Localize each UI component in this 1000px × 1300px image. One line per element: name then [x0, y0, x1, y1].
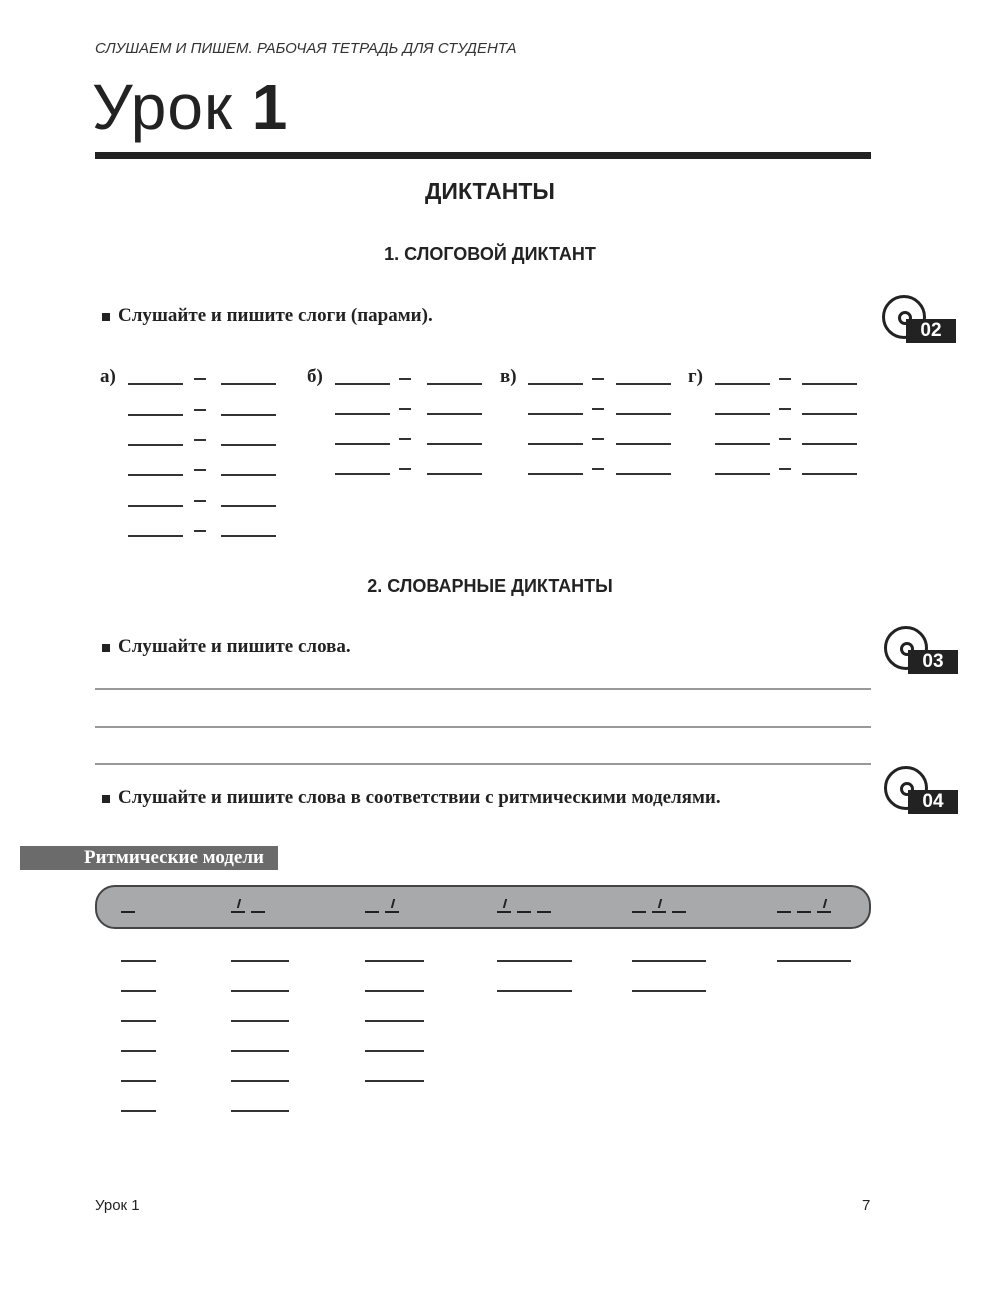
part2-task2: [102, 787, 721, 809]
column-label: а): [100, 366, 116, 387]
syllable-mark: [537, 911, 551, 913]
answer-blank[interactable]: [121, 960, 156, 962]
syllable-blank[interactable]: [528, 443, 583, 445]
rhythm-model-4: [497, 897, 572, 917]
answer-blank[interactable]: [121, 1110, 156, 1112]
syllable-mark: [385, 911, 399, 913]
answer-blank[interactable]: [365, 1080, 424, 1082]
dash: [194, 530, 206, 532]
syllable-blank[interactable]: [335, 473, 390, 475]
syllable-blank[interactable]: [802, 383, 857, 385]
track-number: 02: [906, 319, 956, 343]
syllable-blank[interactable]: [715, 473, 770, 475]
answer-blank[interactable]: [231, 960, 289, 962]
syllable-blank[interactable]: [221, 535, 276, 537]
answer-blank[interactable]: [121, 1050, 156, 1052]
dash: [399, 378, 411, 380]
audio-track-04[interactable]: [880, 766, 960, 822]
rhythm-models-label: Ритмические модели: [20, 846, 278, 870]
syllable-blank[interactable]: [427, 473, 482, 475]
syllable-blank[interactable]: [128, 505, 183, 507]
stress-mark: [237, 899, 241, 908]
syllable-blank[interactable]: [128, 383, 183, 385]
syllable-blank[interactable]: [528, 473, 583, 475]
answer-blank[interactable]: [365, 960, 424, 962]
track-number: 04: [908, 790, 958, 814]
syllable-blank[interactable]: [221, 474, 276, 476]
rhythm-model-2: [231, 897, 289, 917]
track-number: 03: [908, 650, 958, 674]
bullet-icon: [102, 313, 110, 321]
stress-mark: [658, 899, 662, 908]
answer-blank[interactable]: [632, 990, 706, 992]
dash: [194, 469, 206, 471]
dash: [779, 408, 791, 410]
answer-blank[interactable]: [365, 990, 424, 992]
lesson-title: [92, 70, 288, 144]
syllable-blank[interactable]: [128, 474, 183, 476]
answer-blank[interactable]: [121, 1080, 156, 1082]
syllable-blank[interactable]: [802, 473, 857, 475]
column-label: г): [688, 366, 703, 387]
syllable-mark: [817, 911, 831, 913]
write-line[interactable]: [95, 763, 871, 765]
answer-blank[interactable]: [231, 990, 289, 992]
answer-blank[interactable]: [632, 960, 706, 962]
dash: [399, 468, 411, 470]
answer-blank[interactable]: [777, 960, 851, 962]
task-text: Слушайте и пишите слова в соответствии с ритмическими моделями.: [118, 787, 721, 808]
audio-track-02[interactable]: [878, 295, 958, 351]
dash: [194, 378, 206, 380]
syllable-blank[interactable]: [128, 414, 183, 416]
syllable-blank[interactable]: [715, 443, 770, 445]
answer-blank[interactable]: [497, 990, 572, 992]
syllable-blank[interactable]: [715, 383, 770, 385]
syllable-blank[interactable]: [802, 413, 857, 415]
syllable-mark: [777, 911, 791, 913]
rhythm-model-3: [365, 897, 424, 917]
dash: [779, 438, 791, 440]
answer-blank[interactable]: [231, 1080, 289, 1082]
rhythm-model-6: [777, 897, 851, 917]
answer-blank[interactable]: [231, 1050, 289, 1052]
syllable-mark: [797, 911, 811, 913]
syllable-mark: [652, 911, 666, 913]
syllable-mark: [672, 911, 686, 913]
write-line[interactable]: [95, 688, 871, 690]
bullet-icon: [102, 644, 110, 652]
syllable-blank[interactable]: [616, 413, 671, 415]
syllable-blank[interactable]: [128, 535, 183, 537]
answer-blank[interactable]: [365, 1020, 424, 1022]
task-text: Слушайте и пишите слоги (парами).: [118, 305, 433, 326]
bullet-icon: [102, 795, 110, 803]
answer-blank[interactable]: [497, 960, 572, 962]
audio-track-03[interactable]: [880, 626, 960, 682]
footer-lesson: Урок 1: [95, 1197, 140, 1214]
write-line[interactable]: [95, 726, 871, 728]
answer-blank[interactable]: [121, 990, 156, 992]
task-text: Слушайте и пишите слова.: [118, 636, 351, 657]
dash: [592, 408, 604, 410]
part2-title: 2. СЛОВАРНЫЕ ДИКТАНТЫ: [367, 576, 613, 596]
syllable-blank[interactable]: [528, 383, 583, 385]
answer-blank[interactable]: [231, 1110, 289, 1112]
dash: [399, 438, 411, 440]
stress-mark: [503, 899, 507, 908]
syllable-blank[interactable]: [616, 383, 671, 385]
part1-task: [102, 305, 433, 327]
syllable-blank[interactable]: [616, 473, 671, 475]
syllable-blank[interactable]: [427, 383, 482, 385]
section-title: ДИКТАНТЫ: [425, 178, 555, 204]
answer-blank[interactable]: [365, 1050, 424, 1052]
running-header: СЛУШАЕМ И ПИШЕМ. РАБОЧАЯ ТЕТРАДЬ ДЛЯ СТУДЕНТА: [95, 40, 517, 57]
syllable-blank[interactable]: [335, 443, 390, 445]
syllable-blank[interactable]: [221, 505, 276, 507]
dash: [779, 378, 791, 380]
page-number: 7: [862, 1197, 871, 1214]
rhythm-models-bar: [95, 885, 871, 929]
syllable-blank[interactable]: [221, 383, 276, 385]
syllable-mark: [231, 911, 245, 913]
title-rule: [95, 152, 871, 159]
syllable-blank[interactable]: [427, 413, 482, 415]
dash: [194, 439, 206, 441]
stress-mark: [823, 899, 827, 908]
rhythm-model-5: [632, 897, 706, 917]
syllable-blank[interactable]: [221, 414, 276, 416]
part2-task1: [102, 636, 351, 658]
syllable-blank[interactable]: [335, 413, 390, 415]
dash: [194, 409, 206, 411]
syllable-mark: [251, 911, 265, 913]
dash: [779, 468, 791, 470]
lesson-word: Урок: [92, 71, 233, 143]
syllable-mark: [517, 911, 531, 913]
stress-mark: [391, 899, 395, 908]
lesson-number: 1: [251, 71, 289, 143]
syllable-mark: [121, 911, 135, 913]
dash: [399, 408, 411, 410]
answer-blank[interactable]: [121, 1020, 156, 1022]
syllable-mark: [632, 911, 646, 913]
syllable-blank[interactable]: [221, 444, 276, 446]
rhythm-model-1: [121, 897, 156, 917]
syllable-mark: [365, 911, 379, 913]
dash: [592, 438, 604, 440]
column-label: в): [500, 366, 517, 387]
dash: [194, 500, 206, 502]
syllable-blank[interactable]: [802, 443, 857, 445]
syllable-blank[interactable]: [128, 444, 183, 446]
syllable-blank[interactable]: [715, 413, 770, 415]
syllable-blank[interactable]: [335, 383, 390, 385]
part1-title: 1. СЛОГОВОЙ ДИКТАНТ: [384, 244, 596, 264]
syllable-blank[interactable]: [427, 443, 482, 445]
answer-blank[interactable]: [231, 1020, 289, 1022]
column-label: б): [307, 366, 323, 387]
syllable-blank[interactable]: [616, 443, 671, 445]
syllable-mark: [497, 911, 511, 913]
dash: [592, 378, 604, 380]
syllable-blank[interactable]: [528, 413, 583, 415]
dash: [592, 468, 604, 470]
